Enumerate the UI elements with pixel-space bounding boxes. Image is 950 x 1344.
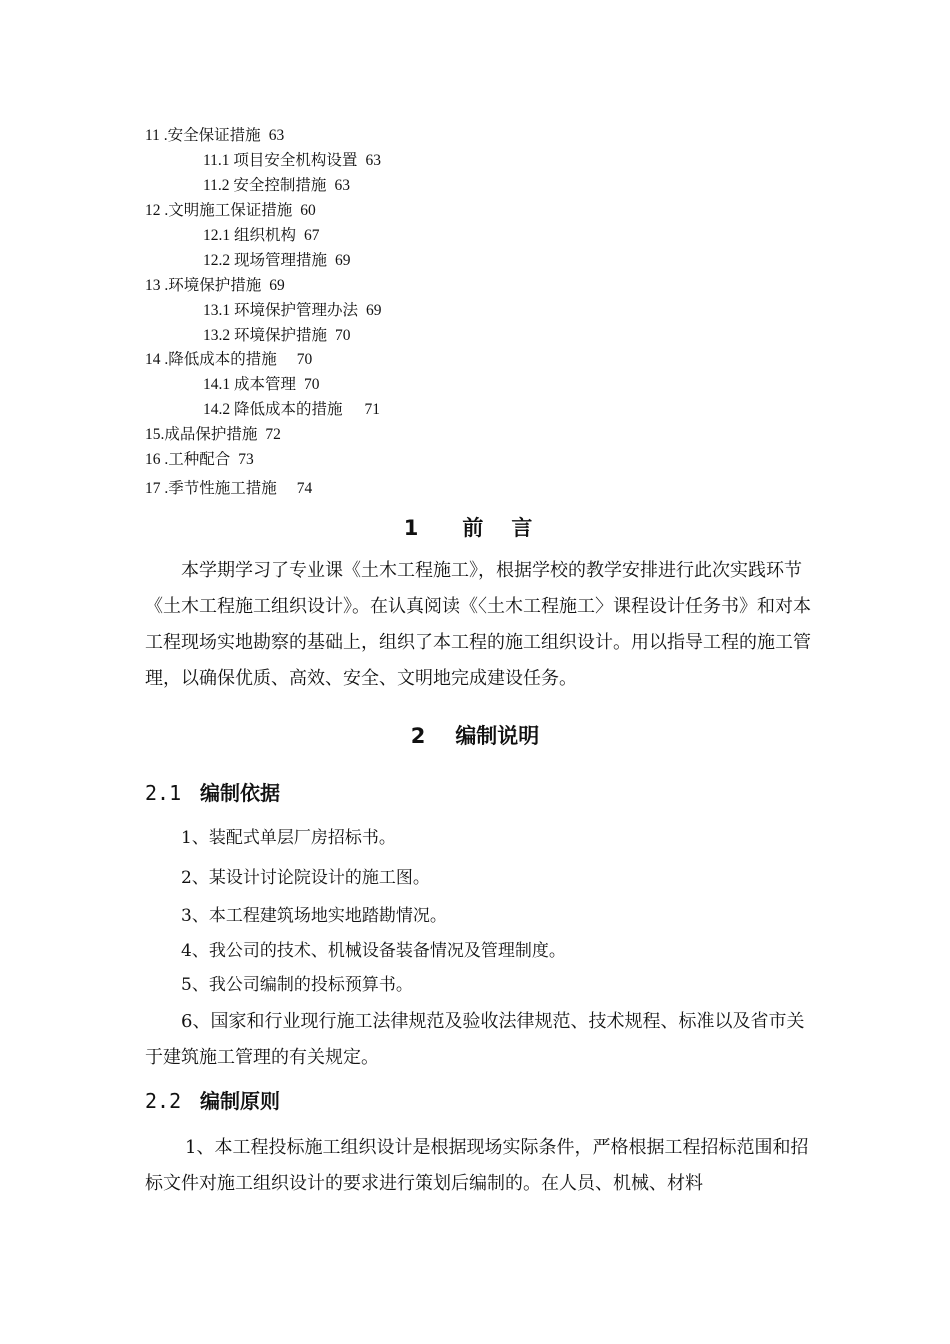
toc-entry-text: 14.1 成本管理	[203, 376, 297, 393]
toc-entry[interactable]	[145, 479, 312, 499]
section-title: 前	[462, 516, 484, 540]
section-number: 2	[410, 724, 426, 748]
subsection-title: 编制原则	[200, 1089, 280, 1113]
toc-entry-text: 12.2 现场管理措施	[203, 252, 328, 269]
toc-entry[interactable]	[203, 301, 382, 321]
toc-entry-page: 73	[238, 451, 254, 468]
toc-entry-page: 63	[334, 177, 350, 194]
list-item: 1、装配式单层厂房招标书。	[181, 828, 396, 848]
toc-entry-page: 60	[300, 202, 316, 219]
toc-entry-text: 13.2 环境保护措施	[203, 327, 328, 344]
list-item: 5、我公司编制的投标预算书。	[181, 975, 413, 995]
toc-entry-page: 69	[269, 277, 285, 294]
toc-entry-page: 69	[335, 252, 351, 269]
paragraph: 本学期学习了专业课《土木工程施工》，根据学校的教学安排进行此次实践环节《土木工程施工组织设计》。在认真阅读《〈土木工程施工〉课程设计任务书》和对本工程现场实地勘察的基础上，组织了本工程的施工组织设计。用以指导工程的施工管理，以确保优质、高效、安全、文明地完成建设任务。	[145, 560, 811, 689]
toc-entry[interactable]	[145, 450, 254, 470]
toc-entry[interactable]	[203, 151, 381, 171]
section-heading	[0, 514, 950, 542]
toc-entry-page: 70	[335, 327, 351, 344]
toc-entry-page: 74	[296, 480, 313, 497]
toc-entry-text: 14 .降低成本的措施	[145, 351, 277, 368]
subsection-number: 2.2	[145, 1089, 182, 1113]
toc-entry-text: 11.1 项目安全机构设置	[203, 152, 358, 169]
toc-entry-page: 70	[296, 351, 313, 368]
toc-entry[interactable]	[145, 276, 285, 296]
toc-entry-text: 11 .安全保证措施	[145, 127, 261, 144]
toc-entry[interactable]	[203, 226, 320, 246]
toc-entry-text: 16 .工种配合	[145, 451, 231, 468]
paragraph: 1、本工程投标施工组织设计是根据现场实际条件，严格根据工程招标范围和招标文件对施工组织设计的要求进行策划后编制的。在人员、机械、材料	[145, 1137, 809, 1194]
toc-entry-page: 63	[268, 127, 285, 144]
list-item: 2、某设计讨论院设计的施工图。	[181, 868, 430, 888]
toc-entry[interactable]	[145, 425, 281, 445]
toc-entry-text: 12.1 组织机构	[203, 227, 297, 244]
toc-entry-page: 72	[265, 426, 281, 443]
toc-entry[interactable]	[145, 350, 312, 370]
subsection-title: 编制依据	[200, 781, 280, 805]
toc-entry-text: 11.2 安全控制措施	[203, 177, 327, 194]
toc-entry-text: 12 .文明施工保证措施	[145, 202, 293, 219]
section-number: 1	[403, 516, 419, 540]
toc-entry[interactable]	[145, 201, 316, 221]
toc-entry-text: 15.成品保护措施	[145, 426, 258, 443]
list-item: 3、本工程建筑场地实地踏勘情况。	[181, 906, 447, 926]
toc-entry[interactable]	[203, 375, 320, 395]
toc-entry-text: 13.1 环境保护管理办法	[203, 302, 359, 319]
toc-entry-text: 13 .环境保护措施	[145, 277, 262, 294]
list-item: 4、我公司的技术、机械设备装备情况及管理制度。	[181, 941, 566, 961]
toc-entry[interactable]	[145, 126, 284, 146]
list-item: 6、国家和行业现行施工法律规范及验收法律规范、技术规程、标准以及省市关于建筑施工管理的有关规定。	[145, 1011, 805, 1068]
toc-entry-page: 67	[304, 227, 320, 244]
toc-entry-page: 69	[366, 302, 382, 319]
subsection-number: 2.1	[145, 781, 182, 805]
section-title: 言	[511, 516, 533, 540]
section-title: 编制说明	[455, 724, 540, 748]
subsection-heading	[145, 779, 280, 807]
toc-entry-page: 63	[365, 152, 381, 169]
toc-entry-text: 14.2 降低成本的措施	[203, 401, 343, 418]
toc-entry-page: 70	[304, 376, 320, 393]
subsection-heading	[145, 1087, 280, 1115]
section-heading	[0, 722, 950, 750]
toc-entry[interactable]	[203, 400, 380, 420]
toc-entry[interactable]	[203, 251, 351, 271]
toc-entry[interactable]	[203, 326, 351, 346]
toc-entry-page: 71	[364, 401, 381, 418]
toc-entry[interactable]	[203, 176, 350, 196]
toc-entry-text: 17 .季节性施工措施	[145, 480, 277, 497]
